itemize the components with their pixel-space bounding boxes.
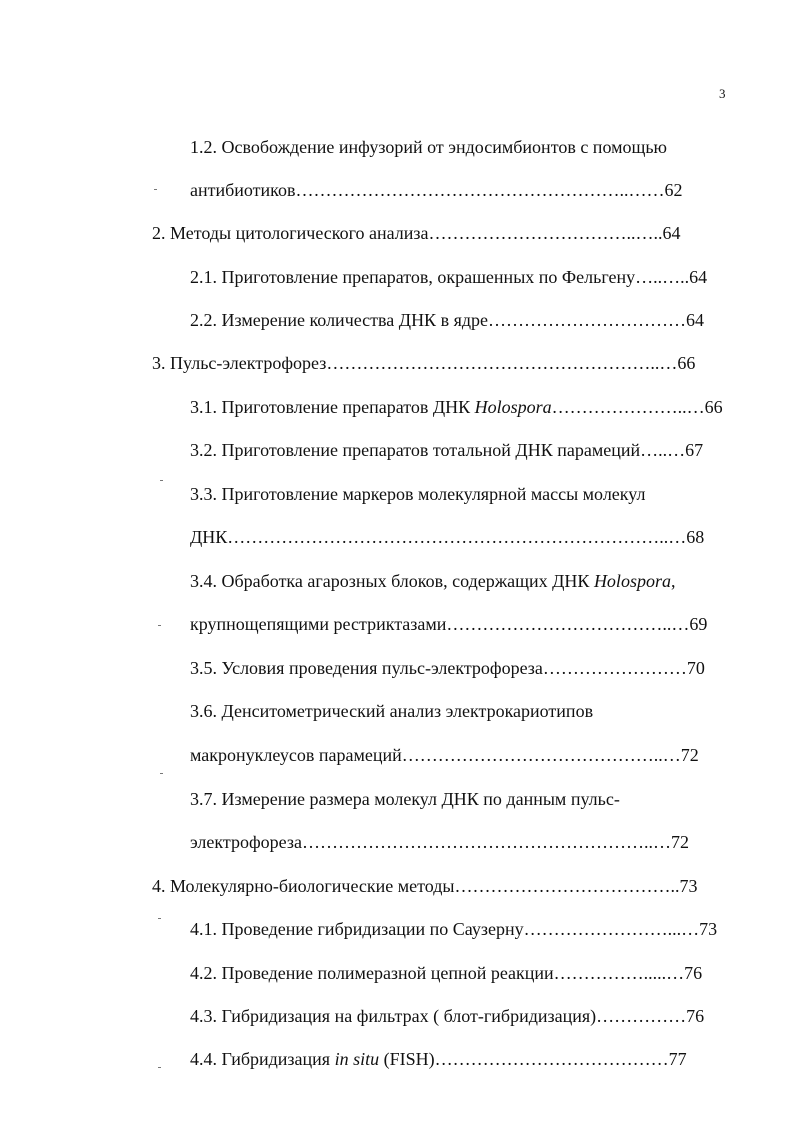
toc-line-3-5: 3.5. Условия проведения пульс-электрофореза……………………70 — [190, 658, 705, 678]
toc-line-1-2: 1.2. Освобождение инфузорий от эндосимбионтов с помощью — [190, 137, 668, 157]
scan-speck — [158, 625, 161, 626]
scan-speck — [160, 773, 163, 774]
toc-line-3-4: 3.4. Обработка агарозных блоков, содержащих ДНК Holospora, — [190, 571, 676, 591]
toc-line-3-7-cont: электрофореза…………………………………………………..…72 — [190, 832, 689, 852]
toc-line-3-1: 3.1. Приготовление препаратов ДНК Holospora…………………..…66 — [190, 397, 723, 417]
toc-line-4-3: 4.3. Гибридизация на фильтрах ( блот-гибридизация)……………76 — [190, 1006, 705, 1026]
toc-line-4: 4. Молекулярно-биологические методы………………………………..73 — [152, 876, 698, 896]
toc-line-3-6: 3.6. Денситометрический анализ электрокариотипов — [190, 701, 594, 721]
scan-speck — [154, 189, 157, 190]
toc-line-3-3-cont: ДНК………………………………………………………………..…68 — [190, 527, 705, 547]
toc-line-3-2: 3.2. Приготовление препаратов тотальной ДНК парамеций…..…67 — [190, 440, 704, 460]
scan-speck — [160, 480, 163, 481]
toc-line-2-1: 2.1. Приготовление препаратов, окрашенных по Фельгену…..…..64 — [190, 267, 708, 287]
toc-line-2-2: 2.2. Измерение количества ДНК в ядре……………………………64 — [190, 310, 704, 330]
toc-line-3-7: 3.7. Измерение размера молекул ДНК по данным пульс- — [190, 789, 620, 809]
toc-line-4-2: 4.2. Проведение полимеразной цепной реакции…………….....…76 — [190, 963, 703, 983]
scan-speck — [158, 918, 161, 919]
toc-line-1-2-cont: антибиотиков………………………………………………..……62 — [190, 180, 683, 200]
page-number: 3 — [719, 86, 726, 101]
toc-line-4-1: 4.1. Проведение гибридизации по Саузерну……………………...…73 — [190, 919, 718, 939]
toc-line-3-6-cont: макронуклеусов парамеций……………………………………..…72 — [190, 745, 699, 765]
toc-line-4-4: 4.4. Гибридизация in situ (FISH)…………………………………77 — [190, 1049, 687, 1069]
toc-line-3: 3. Пульс-электрофорез………………………………………………..…66 — [152, 353, 696, 373]
toc-line-3-4-cont: крупнощепящими рестриктазами………………………………..…69 — [190, 614, 708, 634]
toc-line-2: 2. Методы цитологического анализа……………………………..…..64 — [152, 223, 681, 243]
scan-speck — [158, 1067, 161, 1068]
toc-line-3-3: 3.3. Приготовление маркеров молекулярной массы молекул — [190, 484, 646, 504]
